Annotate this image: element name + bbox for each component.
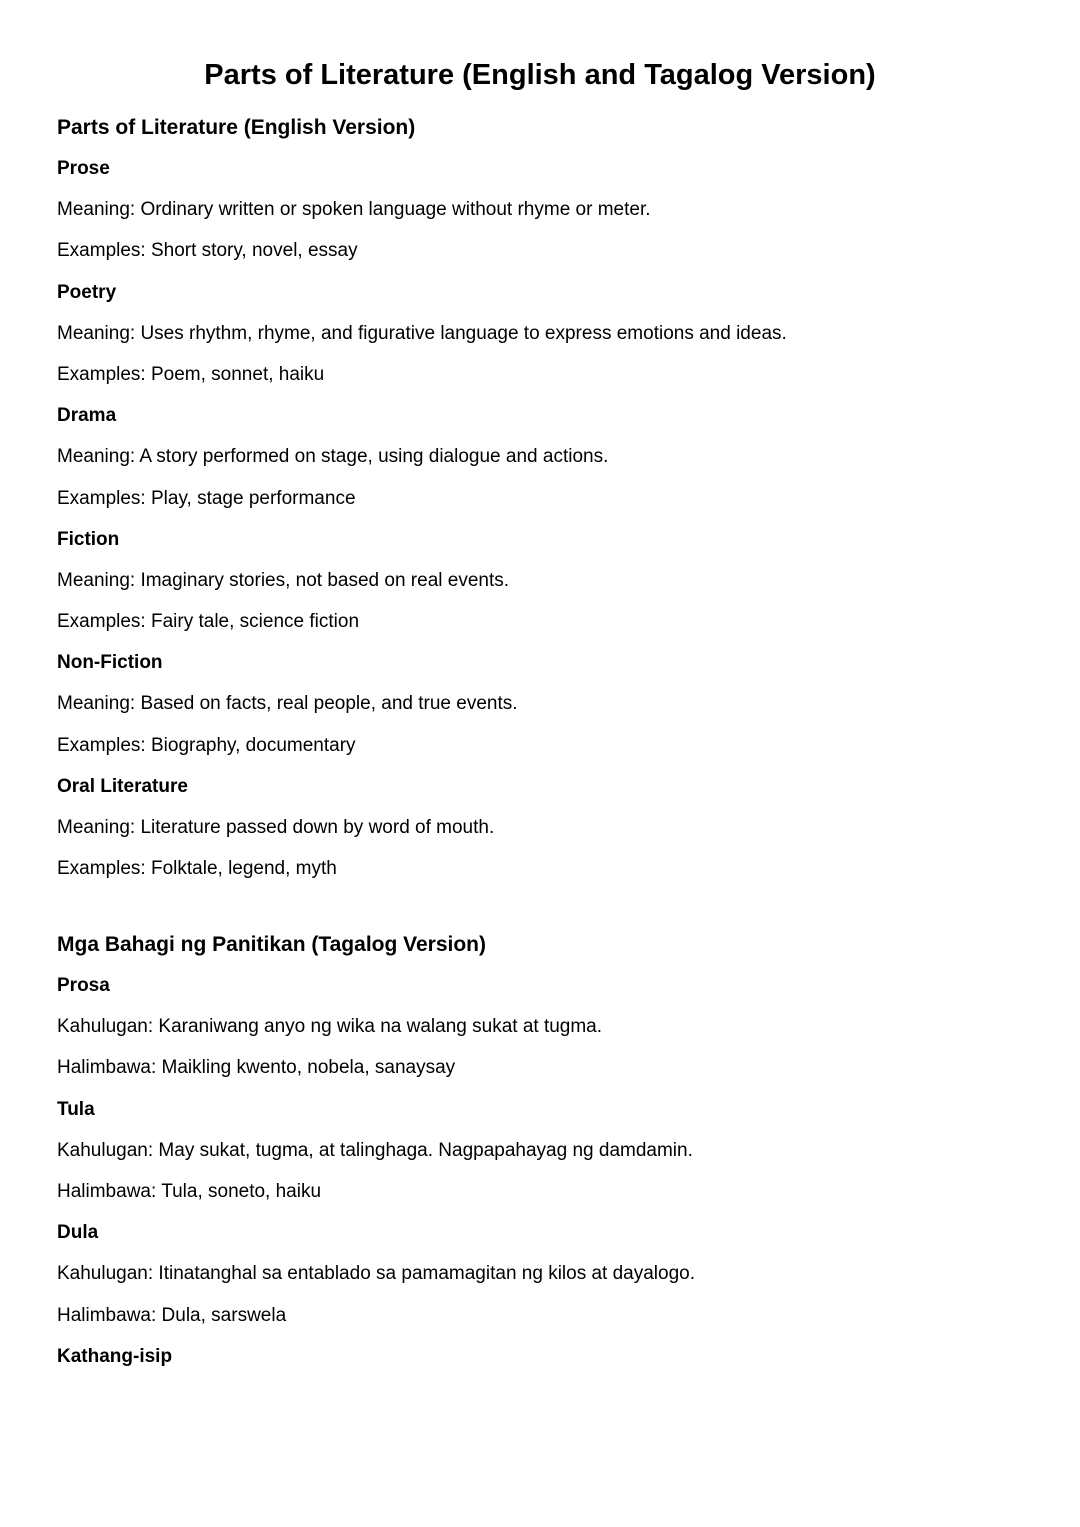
entry-meaning: Meaning: A story performed on stage, using dialogue and actions. [57,446,609,468]
entry-fiction [57,525,1037,637]
entry-term: Drama [57,405,117,427]
entry-meaning: Meaning: Imaginary stories, not based on real events. [57,569,510,591]
entry-term: Prose [57,158,110,179]
page-title: Parts of Literature (English and Tagalog Version) [204,59,876,91]
entry-kathang-isip [57,1342,1037,1372]
entry-examples: Examples: Short story, novel, essay [57,240,358,262]
entry-term: Prosa [57,975,110,996]
entry-term: Fiction [57,528,120,550]
entry-examples: Examples: Folktale, legend, myth [57,858,337,880]
entry-meaning: Meaning: Based on facts, real people, and true events. [57,693,518,715]
entry-dula [57,1218,1037,1330]
entry-examples: Halimbawa: Dula, sarswela [57,1304,287,1326]
entry-meaning: Meaning: Literature passed down by word of mouth. [57,817,495,838]
entry-poetry [57,278,1037,390]
entry-term: Dula [57,1222,99,1244]
entry-drama [57,401,1037,513]
entry-prosa [57,971,1037,1083]
tagalog-section-heading: Mga Bahagi ng Panitikan (Tagalog Version) [57,933,487,956]
entry-term: Tula [57,1098,95,1120]
entry-term: Kathang-isip [57,1345,173,1367]
entry-oral-literature [57,772,1037,884]
entry-examples: Examples: Play, stage performance [57,487,356,509]
entry-meaning: Kahulugan: Itinatanghal sa entablado sa pamamagitan ng kilos at dayalogo. [57,1263,696,1285]
entry-term: Non-Fiction [57,652,163,674]
entry-term: Oral Literature [57,775,188,797]
english-section-heading: Parts of Literature (English Version) [57,116,416,139]
english-section [57,113,1037,895]
entry-examples: Halimbawa: Tula, soneto, haiku [57,1180,322,1202]
entry-prose [57,154,1037,266]
entry-examples: Halimbawa: Maikling kwento, nobela, sanaysay [57,1057,456,1079]
entry-examples: Examples: Fairy tale, science fiction [57,611,360,633]
entry-tula [57,1095,1037,1207]
entry-meaning: Meaning: Uses rhythm, rhyme, and figurative language to express emotions and ideas. [57,322,787,344]
entry-meaning: Kahulugan: Karaniwang anyo ng wika na walang sukat at tugma. [57,1016,603,1038]
entry-term: Poetry [57,281,117,303]
entry-meaning: Meaning: Ordinary written or spoken language without rhyme or meter. [57,199,651,221]
entry-examples: Examples: Biography, documentary [57,734,356,756]
entry-non-fiction [57,648,1037,760]
entry-meaning: Kahulugan: May sukat, tugma, at talinghaga. Nagpapahayag ng damdamin. [57,1139,693,1161]
entry-examples: Examples: Poem, sonnet, haiku [57,363,325,385]
tagalog-section [57,930,1037,1383]
